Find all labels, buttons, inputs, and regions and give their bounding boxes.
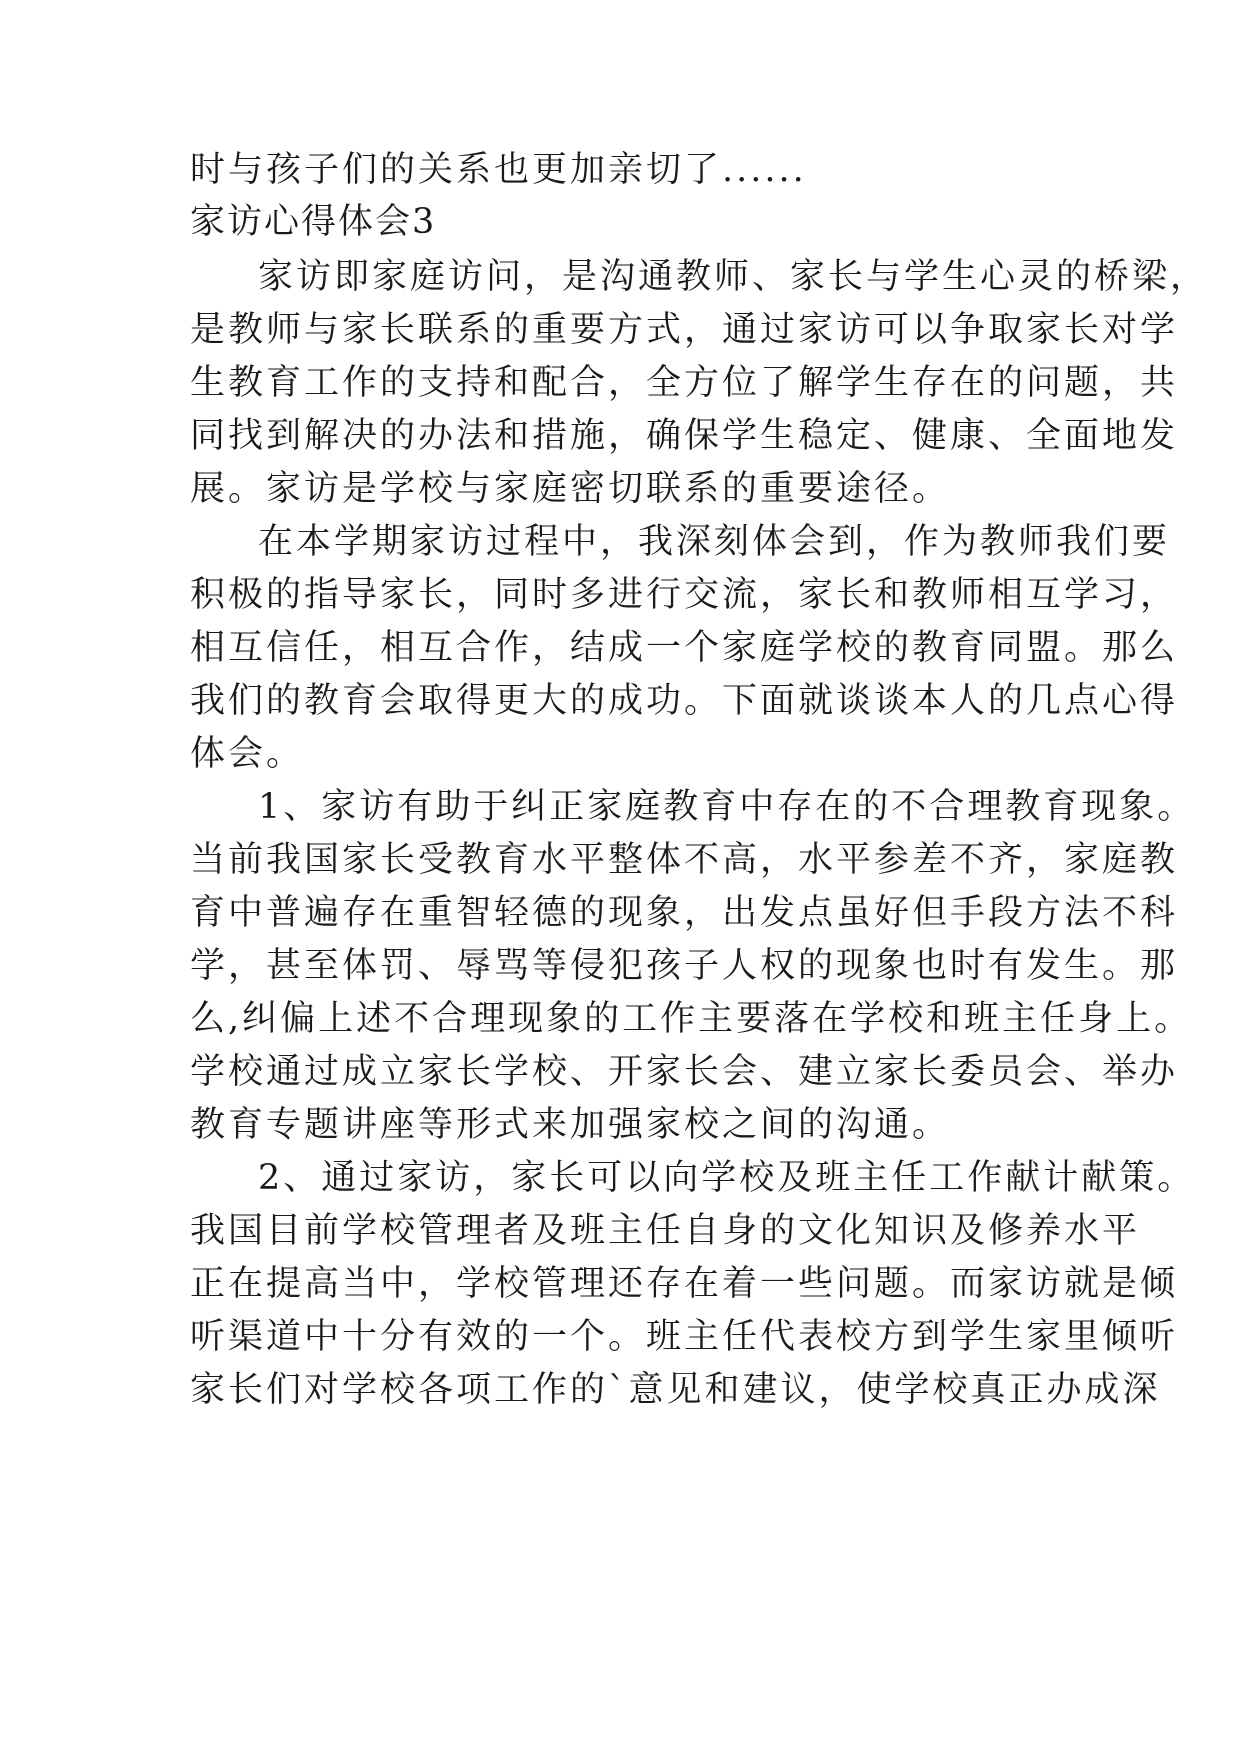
paragraph-line: 听渠道中十分有效的一个。班主任代表校方到学生家里倾听 xyxy=(190,1317,1179,1357)
paragraph-line: 相互信任，相互合作，结成一个家庭学校的教育同盟。那么 xyxy=(190,628,1179,668)
paragraph-line: 积极的指导家长，同时多进行交流，家长和教师相互学习， xyxy=(190,575,1179,615)
paragraph-line: 教育专题讲座等形式来加强家校之间的沟通。 xyxy=(190,1105,951,1145)
paragraph-line: 在本学期家访过程中，我深刻体会到，作为教师我们要 xyxy=(258,522,1171,562)
paragraph-line: 当前我国家长受教育水平整体不高，水平参差不齐，家庭教 xyxy=(190,840,1179,880)
paragraph-line: 么,纠偏上述不合理现象的工作主要落在学校和班主任身上。 xyxy=(190,999,1193,1039)
paragraph-line: 同找到解决的办法和措施，确保学生稳定、健康、全面地发 xyxy=(190,416,1179,456)
paragraph-line: 我国目前学校管理者及班主任自身的文化知识及修养水平 xyxy=(190,1211,1141,1251)
paragraph-line: 1、家访有助于纠正家庭教育中存在的不合理教育现象。 xyxy=(258,787,1196,827)
paragraph-line: 家长们对学校各项工作的`意见和建议，使学校真正办成深 xyxy=(190,1370,1161,1410)
section-heading: 家访心得体会3 xyxy=(190,202,437,242)
paragraph-line: 正在提高当中，学校管理还存在着一些问题。而家访就是倾 xyxy=(190,1264,1179,1304)
paragraph-line: 2、通过家访，家长可以向学校及班主任工作献计献策。 xyxy=(258,1158,1196,1198)
paragraph-line: 我们的教育会取得更大的成功。下面就谈谈本人的几点心得 xyxy=(190,681,1179,721)
paragraph-line: 育中普遍存在重智轻德的现象，出发点虽好但手段方法不科 xyxy=(190,893,1179,933)
paragraph-line: 体会。 xyxy=(190,734,305,774)
paragraph-line: 展。家访是学校与家庭密切联系的重要途径。 xyxy=(190,469,951,509)
text-line: 时与孩子们的关系也更加亲切了...... xyxy=(190,150,807,190)
paragraph-line: 学校通过成立家长学校、开家长会、建立家长委员会、举办 xyxy=(190,1052,1179,1092)
paragraph-line: 学，甚至体罚、辱骂等侵犯孩子人权的现象也时有发生。那 xyxy=(190,946,1179,986)
paragraph-line: 家访即家庭访问，是沟通教师、家长与学生心灵的桥梁， xyxy=(258,257,1209,297)
paragraph-line: 是教师与家长联系的重要方式，通过家访可以争取家长对学 xyxy=(190,310,1179,350)
paragraph-line: 生教育工作的支持和配合，全方位了解学生存在的问题，共 xyxy=(190,363,1179,403)
